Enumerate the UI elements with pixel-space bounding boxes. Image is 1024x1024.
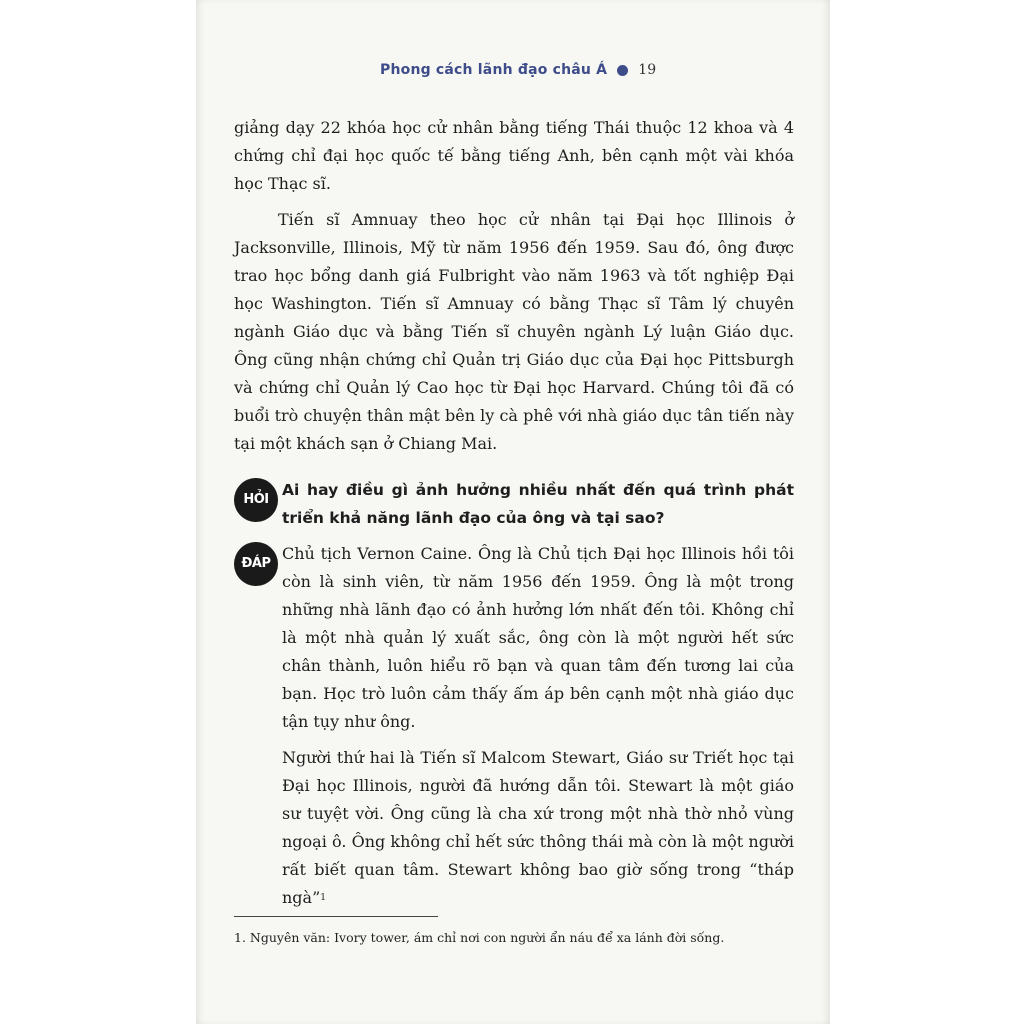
paragraph-1: giảng dạy 22 khóa học cử nhân bằng tiếng Thái thuộc 12 khoa và 4 chứng chỉ đại học quốc tế bằng tiếng Anh, bên cạnh một vài khóa học Thạc sĩ. bbox=[234, 118, 794, 193]
answer-continued bbox=[282, 744, 794, 912]
question-badge-icon: HỎI bbox=[234, 478, 278, 522]
answer-block bbox=[234, 540, 794, 912]
footnote-divider bbox=[234, 916, 438, 917]
page-number: 19 bbox=[638, 62, 657, 78]
paragraph-2: Tiến sĩ Amnuay theo học cử nhân tại Đại học Illinois ở Jacksonville, Illinois, Mỹ từ năm 1956 đến 1959. Sau đó, ông được trao học bổng danh giá Fulbright vào năm 1963 và tốt nghiệp Đại học Washington. Tiến sĩ Amnuay có bằng Thạc sĩ Tâm lý chuyên ngành Giáo dục và bằng Tiến sĩ chuyên ngành Lý luận Giáo dục. Ông cũng nhận chứng chỉ Quản trị Giáo dục của Đại học Pittsburgh và chứng chỉ Quản lý Cao học từ Đại học Harvard. Chúng tôi đã có buổi trò chuyện thân mật bên ly cà phê với nhà giáo dục tân tiến này tại một khách sạn ở Chiang Mai. bbox=[234, 210, 794, 453]
footnote: 1. Nguyên văn: Ivory tower, ám chỉ nơi con người ẩn náu để xa lánh đời sống. bbox=[234, 930, 725, 945]
running-header bbox=[380, 62, 810, 78]
book-page bbox=[196, 0, 830, 1024]
question-text: Ai hay điều gì ảnh hưởng nhiều nhất đến quá trình phát triển khả năng lãnh đạo của ông và tại sao? bbox=[282, 481, 794, 527]
answer-badge-icon: ĐÁP bbox=[234, 542, 278, 586]
bullet-dot-icon bbox=[617, 65, 628, 76]
question-block bbox=[234, 476, 794, 532]
body-text bbox=[234, 114, 794, 920]
footnote-marker: 1 bbox=[320, 893, 326, 903]
answer-text: Chủ tịch Vernon Caine. Ông là Chủ tịch Đại học Illinois hồi tôi còn là sinh viên, từ năm 1956 đến 1959. Ông là một trong những nhà lãnh đạo có ảnh hưởng lớn nhất đến tôi. Không chỉ là một nhà quản lý xuất sắc, ông còn là một người hết sức chân thành, luôn hiểu rõ bạn và quan tâm đến tương lai của bạn. Học trò luôn cảm thấy ấm áp bên cạnh một nhà giáo dục tận tụy như ông. bbox=[282, 544, 794, 731]
chapter-title: Phong cách lãnh đạo châu Á bbox=[380, 62, 608, 78]
answer-continued-text: Người thứ hai là Tiến sĩ Malcom Stewart, Giáo sư Triết học tại Đại học Illinois, người đã hướng dẫn tôi. Stewart là một giáo sư tuyệt vời. Ông cũng là cha xứ trong một nhà thờ nhỏ vùng ngoại ô. Ông không chỉ hết sức thông thái mà còn là một người rất biết quan tâm. Stewart không bao giờ sống trong “tháp ngà” bbox=[282, 748, 794, 907]
